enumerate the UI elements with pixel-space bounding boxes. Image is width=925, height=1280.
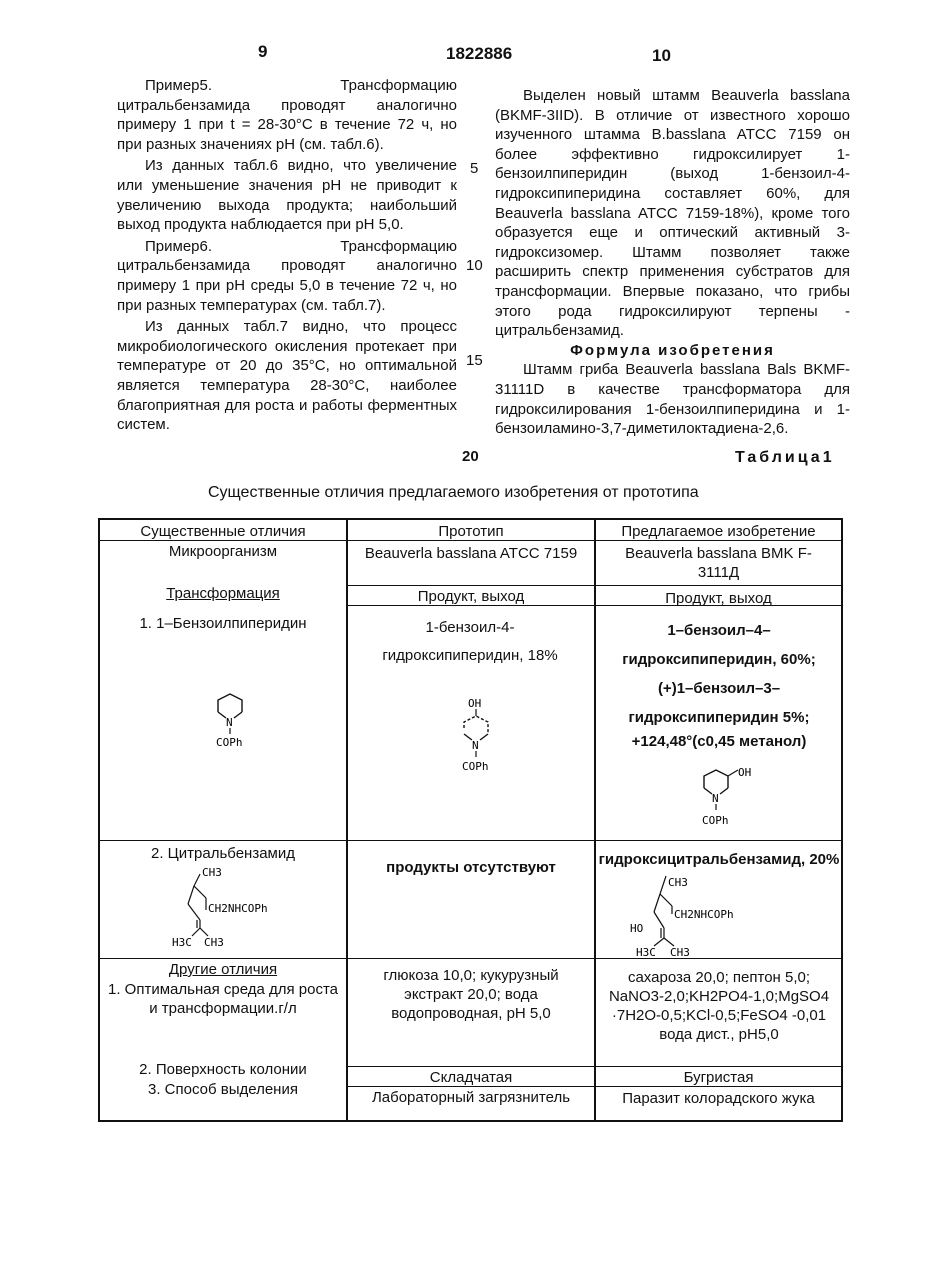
patent-number: 1822886 [446,44,513,63]
microorganism-invention: Beauverla basslana BMK F-3111Д [625,545,812,581]
invention-rotation: +124,48°(c0,45 метанол) [631,733,807,750]
substrate-citralbenzamide: 2. Цитральбензамид [151,845,295,862]
svg-text:CH3: CH3 [202,866,222,879]
prototype-product-1: 1-бензоил-4-гидроксипиперидин, 18% [382,619,558,664]
new-strain-paragraph: Выделен новый штамм Beauverla basslana (BKMF-3IID). В отличие от известного хорошо изученного штамма B.basslana ATCC 7159 он более эффективно гидроксилирует 1-бензоилпиперидин (выход 1-бензоил-4-гидроксипиперидина составляет 60%, для Beauverla basslana ATCC 7159-18%), кроме того образуется еще и оптический активный 3-гидроксизомер. Штамм позволяет также расширить спектр применения субстратов для трансформации. Впервые показано, что грибы этого рода гидроксилируют терпены - цитральбензамид. [495,87,850,340]
benzoylpiperidine-structure [202,690,262,760]
svg-text:H3C: H3C [636,946,656,959]
microorganism-prototype: Beauverla basslana ATCC 7159 [364,545,578,562]
transformation-invention-header: Продукт, выход [665,590,772,607]
microorganism-label: Микроорганизм [168,543,278,560]
svg-text:CH2NHCOPh: CH2NHCOPh [674,908,734,921]
header-proposed-invention: Предлагаемое изобретение [621,523,816,540]
optimal-medium-label: 1. Оптимальная среда для роста и трансформации.г/л [108,981,338,1017]
example-6-paragraph: Пример6. Трансформацию цитральбензамида проводят аналогично примеру 1 при pH среды 5,0 в течение 72 ч, но при разных температурах (см. табл.7). [117,237,457,314]
table-7-paragraph: Из данных табл.7 видно, что процесс микробиологического окисления протекает при температуре от 20 до 35°C, но оптимальной является температура 28-30°C, наиболее благоприятная для роста и работы ферментных систем. [117,318,457,434]
optimal-medium-prototype: глюкоза 10,0; кукурузный экстракт 20,0; вода водопроводная, pH 5,0 [383,967,559,1022]
substrate-benzoylpiperidine: 1. 1–Бензоилпиперидин [139,615,307,632]
hydroxy-4-structure [448,696,508,778]
optimal-medium-invention: сахароза 20,0; пептон 5,0; NaNO3-2,0;KH2PO4-1,0;MgSO4 ·7H2O-0,5;KCl-0,5;FeSO4 -0,01 вода дист., pH5,0 [608,969,830,1043]
other-differences-title: Другие отличия [168,961,278,978]
left-column [117,76,457,435]
svg-text:OH: OH [468,697,482,710]
svg-text:CH3: CH3 [204,936,224,949]
invention-product-2: гидроксицитральбензамид, 20% [598,851,840,868]
isolation-method-prototype: Лабораторный загрязнитель [371,1089,571,1106]
svg-text:CH3: CH3 [668,876,688,889]
formula-paragraph: Штамм гриба Beauverla basslana Bals BKMF-31111D в качестве трансформатора для гидроксилирования 1-бензоилпиперидина и 1-бензоиламино-3,7-диметилоктадиена-2,6. [495,361,850,438]
isolation-method-invention: Паразит колорадского жука [622,1090,815,1107]
hydroxy-3-structure [688,766,778,836]
invention-product-1a: 1–бензоил–4–гидроксипиперидин, 60%; [622,622,816,668]
page-number-left: 9 [258,42,268,61]
formula-heading: Формула изобретения [570,341,775,359]
table-6-paragraph: Из данных табл.6 видно, что увеличение или уменьшение значения pH не приводит к увеличению выхода продукта; наибольший выход продукта наблюдается при pH 5,0. [117,157,457,234]
isolation-method-label: 3. Способ выделения [148,1081,298,1098]
page-number-right: 10 [652,46,671,65]
svg-text:OH: OH [738,766,752,779]
citralbenzamide-structure [170,864,310,954]
transformation-label: Трансформация [166,585,280,602]
line-number-5: 5 [470,160,479,177]
svg-text:CH3: CH3 [670,946,690,959]
svg-text:HO: HO [630,922,644,935]
hydroxycitralbenzamide-structure [628,868,778,960]
svg-text:CH2NHCOPh: CH2NHCOPh [208,902,268,915]
svg-text:H3C: H3C [172,936,192,949]
line-number-15: 15 [466,352,483,369]
table-title: Существенные отличия предлагаемого изобретения от прототипа [208,484,699,501]
transformation-prototype-header: Продукт, выход [417,588,525,605]
line-number-20: 20 [462,448,479,465]
example-5-paragraph: Пример5. Трансформацию цитральбензамида проводят аналогично примеру 1 при t = 28-30°C в течение 72 ч, но при разных значениях pH (см. табл.6). [117,77,457,153]
colony-surface-prototype: Складчатая [429,1069,513,1086]
header-essential-differences: Существенные отличия [140,523,306,540]
comparison-table [98,518,843,1122]
svg-text:N: N [226,716,233,729]
svg-text:N: N [712,792,719,805]
colony-surface-invention: Бугристая [683,1069,754,1086]
header-prototype: Прототип [438,523,504,540]
right-column [495,86,850,439]
line-number-10: 10 [466,257,483,274]
table-label: Таблица1 [735,449,835,466]
svg-text:N: N [472,739,479,752]
svg-text:COPh: COPh [702,814,729,827]
svg-text:COPh: COPh [216,736,243,749]
colony-surface-label: 2. Поверхность колонии [139,1061,307,1078]
svg-text:COPh: COPh [462,760,489,773]
prototype-product-2: продукты отсутствуют [386,859,556,876]
invention-product-1b: (+)1–бензоил–3–гидроксипиперидин 5%; [628,680,810,726]
